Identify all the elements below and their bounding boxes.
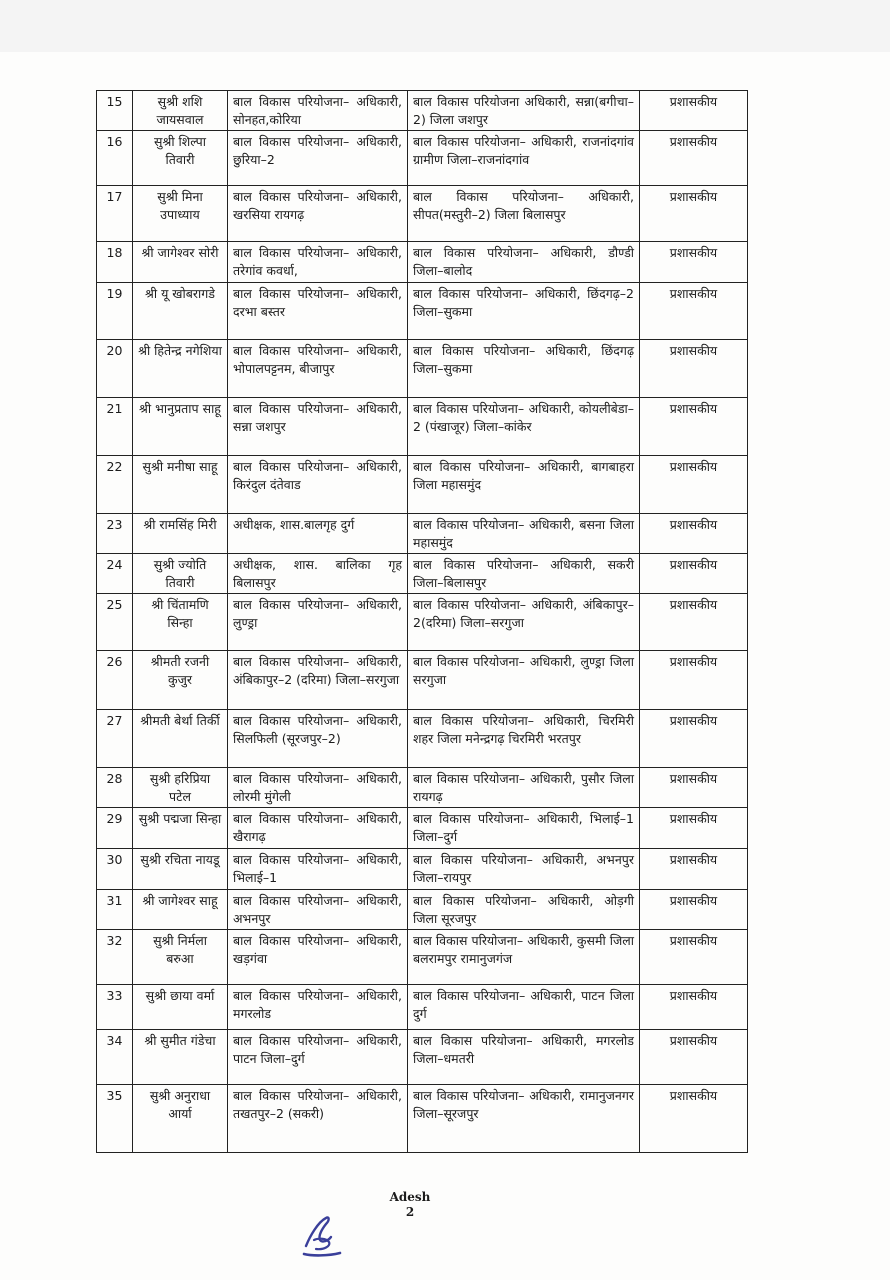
type-cell: प्रशासकीय (640, 339, 748, 397)
type-cell: प्रशासकीय (640, 651, 748, 710)
table-row (97, 808, 748, 849)
type-cell: प्रशासकीय (640, 1084, 748, 1152)
serial-cell: 23 (97, 513, 133, 553)
serial-cell: 30 (97, 849, 133, 889)
table-row (97, 455, 748, 513)
name-cell: सुश्री शिल्पा तिवारी (133, 131, 228, 186)
type-cell: प्रशासकीय (640, 553, 748, 593)
type-cell: प्रशासकीय (640, 91, 748, 131)
new-post-cell: बाल विकास परियोजना– अधिकारी, कुसमी जिला बलरामपुर रामानुजगंज (408, 929, 640, 984)
table-row (97, 186, 748, 242)
current-post-cell: बाल विकास परियोजना– अधिकारी, सोनहत,कोरिया (228, 91, 408, 131)
new-post-cell: बाल विकास परियोजना– अधिकारी, चिरमिरी शहर जिला मनेन्द्रगढ़ चिरमिरी भरतपुर (408, 710, 640, 768)
new-post-cell: बाल विकास परियोजना– अधिकारी, बागबाहरा जिला महासमुंद (408, 455, 640, 513)
type-cell: प्रशासकीय (640, 849, 748, 889)
current-post-cell: अधीक्षक, शास.बालगृह दुर्ग (228, 513, 408, 553)
current-post-cell: बाल विकास परियोजना– अधिकारी, मगरलोड (228, 984, 408, 1029)
current-post-cell: बाल विकास परियोजना– अधिकारी, भिलाई–1 (228, 849, 408, 889)
current-post-cell: बाल विकास परियोजना– अधिकारी, दरभा बस्तर (228, 282, 408, 339)
table-row (97, 849, 748, 889)
name-cell: सुश्री शशि जायसवाल (133, 91, 228, 131)
current-post-cell: बाल विकास परियोजना– अधिकारी, तरेगांव कवर्धा, (228, 242, 408, 282)
new-post-cell: बाल विकास परियोजना– अधिकारी, कोयलीबेडा–2 (पंखाजूर) जिला–कांकेर (408, 397, 640, 455)
serial-cell: 31 (97, 889, 133, 929)
type-cell: प्रशासकीय (640, 1029, 748, 1084)
type-cell: प्रशासकीय (640, 929, 748, 984)
type-cell: प्रशासकीय (640, 808, 748, 849)
current-post-cell: बाल विकास परियोजना– अधिकारी, लोरमी मुंगेली (228, 768, 408, 808)
new-post-cell: बाल विकास परियोजना– अधिकारी, अभनपुर जिला–रायपुर (408, 849, 640, 889)
type-cell: प्रशासकीय (640, 186, 748, 242)
serial-cell: 25 (97, 594, 133, 651)
type-cell: प्रशासकीय (640, 131, 748, 186)
current-post-cell: बाल विकास परियोजना– अधिकारी, सन्ना जशपुर (228, 397, 408, 455)
new-post-cell: बाल विकास परियोजना– अधिकारी, भिलाई–1 जिला–दुर्ग (408, 808, 640, 849)
type-cell: प्रशासकीय (640, 242, 748, 282)
table-body (97, 91, 748, 1153)
name-cell: सुश्री अनुराधा आर्या (133, 1084, 228, 1152)
table-row (97, 651, 748, 710)
table-row (97, 131, 748, 186)
current-post-cell: बाल विकास परियोजना– अधिकारी, भोपालपट्टनम, बीजापुर (228, 339, 408, 397)
serial-cell: 26 (97, 651, 133, 710)
name-cell: सुश्री ज्योति तिवारी (133, 553, 228, 593)
name-cell: सुश्री मनीषा साहू (133, 455, 228, 513)
table-row (97, 513, 748, 553)
table-row (97, 1084, 748, 1152)
current-post-cell: बाल विकास परियोजना– अधिकारी, खरसिया रायगढ़ (228, 186, 408, 242)
name-cell: श्री भानुप्रताप साहू (133, 397, 228, 455)
type-cell: प्रशासकीय (640, 513, 748, 553)
serial-cell: 24 (97, 553, 133, 593)
new-post-cell: बाल विकास परियोजना– अधिकारी, ओड़गी जिला सूरजपुर (408, 889, 640, 929)
new-post-cell: बाल विकास परियोजना– अधिकारी, राजनांदगांव ग्रामीण जिला–राजनांदगांव (408, 131, 640, 186)
serial-cell: 33 (97, 984, 133, 1029)
name-cell: श्री यू खोबरागडे (133, 282, 228, 339)
table-row (97, 91, 748, 131)
serial-cell: 19 (97, 282, 133, 339)
new-post-cell: बाल विकास परियोजना– अधिकारी, पुसौर जिला रायगढ़ (408, 768, 640, 808)
transfer-table (96, 90, 748, 1153)
serial-cell: 21 (97, 397, 133, 455)
name-cell: श्री चिंतामणि सिन्हा (133, 594, 228, 651)
name-cell: सुश्री पद्मजा सिन्हा (133, 808, 228, 849)
table-row (97, 984, 748, 1029)
name-cell: सुश्री रचिता नायडू (133, 849, 228, 889)
new-post-cell: बाल विकास परियोजना– अधिकारी, बसना जिला महासमुंद (408, 513, 640, 553)
name-cell: श्री हितेन्द्र नगेशिया (133, 339, 228, 397)
current-post-cell: बाल विकास परियोजना– अधिकारी, सिलफिली (सूरजपुर–2) (228, 710, 408, 768)
current-post-cell: बाल विकास परियोजना– अधिकारी, खैरागढ़ (228, 808, 408, 849)
new-post-cell: बाल विकास परियोजना– अधिकारी, सकरी जिला–बिलासपुर (408, 553, 640, 593)
table-row (97, 929, 748, 984)
table-row (97, 710, 748, 768)
type-cell: प्रशासकीय (640, 455, 748, 513)
table-row (97, 553, 748, 593)
table-row (97, 768, 748, 808)
new-post-cell: बाल विकास परियोजना– अधिकारी, रामानुजनगर जिला–सूरजपुर (408, 1084, 640, 1152)
top-margin (0, 0, 890, 52)
current-post-cell: बाल विकास परियोजना– अधिकारी, अभनपुर (228, 889, 408, 929)
current-post-cell: बाल विकास परियोजना– अधिकारी, खड़गंवा (228, 929, 408, 984)
new-post-cell: बाल विकास परियोजना– अधिकारी, छिंदगढ़–2 जिला–सुकमा (408, 282, 640, 339)
new-post-cell: बाल विकास परियोजना– अधिकारी, छिंदगढ़ जिला–सुकमा (408, 339, 640, 397)
serial-cell: 22 (97, 455, 133, 513)
serial-cell: 29 (97, 808, 133, 849)
name-cell: सुश्री मिना उपाध्याय (133, 186, 228, 242)
new-post-cell: बाल विकास परियोजना– अधिकारी, मगरलोड जिला–धमतरी (408, 1029, 640, 1084)
type-cell: प्रशासकीय (640, 768, 748, 808)
current-post-cell: बाल विकास परियोजना– अधिकारी, तखतपुर–2 (सकरी) (228, 1084, 408, 1152)
new-post-cell: बाल विकास परियोजना– अधिकारी, सीपत(मस्तुरी–2) जिला बिलासपुर (408, 186, 640, 242)
new-post-cell: बाल विकास परियोजना– अधिकारी, अंबिकापुर–2(दरिमा) जिला–सरगुजा (408, 594, 640, 651)
name-cell: श्रीमती बेर्था तिर्की (133, 710, 228, 768)
page-number: 2 (405, 1205, 415, 1219)
table-row (97, 282, 748, 339)
type-cell: प्रशासकीय (640, 594, 748, 651)
table-row (97, 242, 748, 282)
current-post-cell: बाल विकास परियोजना– अधिकारी, छुरिया–2 (228, 131, 408, 186)
current-post-cell: बाल विकास परियोजना– अधिकारी, अंबिकापुर–2 (दरिमा) जिला–सरगुजा (228, 651, 408, 710)
name-cell: श्री सुमीत गंडेचा (133, 1029, 228, 1084)
type-cell: प्रशासकीय (640, 984, 748, 1029)
table-row (97, 889, 748, 929)
table-row (97, 397, 748, 455)
current-post-cell: बाल विकास परियोजना– अधिकारी, किरंदुल दंतेवाड (228, 455, 408, 513)
serial-cell: 35 (97, 1084, 133, 1152)
new-post-cell: बाल विकास परियोजना अधिकारी, सन्ना(बगीचा–2) जिला जशपुर (408, 91, 640, 131)
new-post-cell: बाल विकास परियोजना– अधिकारी, पाटन जिला दुर्ग (408, 984, 640, 1029)
current-post-cell: बाल विकास परियोजना– अधिकारी, लुण्ड्रा (228, 594, 408, 651)
serial-cell: 18 (97, 242, 133, 282)
serial-cell: 17 (97, 186, 133, 242)
new-post-cell: बाल विकास परियोजना– अधिकारी, लुण्ड्रा जिला सरगुजा (408, 651, 640, 710)
current-post-cell: अधीक्षक, शास. बालिका गृह बिलासपुर (228, 553, 408, 593)
name-cell: सुश्री हरिप्रिया पटेल (133, 768, 228, 808)
type-cell: प्रशासकीय (640, 397, 748, 455)
table-row (97, 339, 748, 397)
serial-cell: 27 (97, 710, 133, 768)
type-cell: प्रशासकीय (640, 282, 748, 339)
serial-cell: 28 (97, 768, 133, 808)
serial-cell: 16 (97, 131, 133, 186)
name-cell: श्री जागेश्वर साहू (133, 889, 228, 929)
name-cell: श्री रामसिंह मिरी (133, 513, 228, 553)
serial-cell: 15 (97, 91, 133, 131)
new-post-cell: बाल विकास परियोजना– अधिकारी, डौण्डी जिला–बालोद (408, 242, 640, 282)
name-cell: सुश्री छाया वर्मा (133, 984, 228, 1029)
current-post-cell: बाल विकास परियोजना– अधिकारी, पाटन जिला–दुर्ग (228, 1029, 408, 1084)
footer-name: Adesh (389, 1190, 431, 1204)
name-cell: सुश्री निर्मला बरुआ (133, 929, 228, 984)
serial-cell: 32 (97, 929, 133, 984)
signature-icon (296, 1210, 346, 1260)
serial-cell: 34 (97, 1029, 133, 1084)
type-cell: प्रशासकीय (640, 889, 748, 929)
type-cell: प्रशासकीय (640, 710, 748, 768)
name-cell: श्रीमती रजनी कुजुर (133, 651, 228, 710)
serial-cell: 20 (97, 339, 133, 397)
table-row (97, 594, 748, 651)
name-cell: श्री जागेश्वर सोरी (133, 242, 228, 282)
table-row (97, 1029, 748, 1084)
